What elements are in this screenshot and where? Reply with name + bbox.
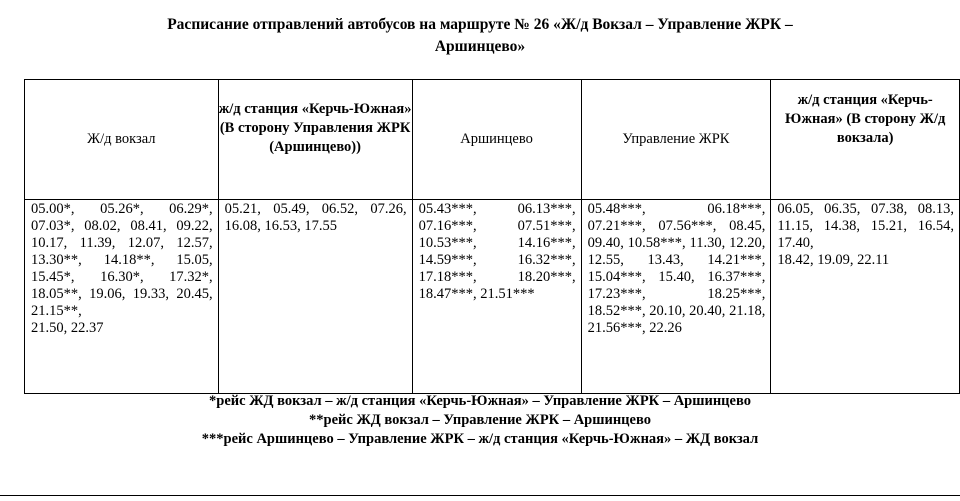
times-row bbox=[25, 200, 960, 394]
footnotes bbox=[40, 392, 920, 449]
title-line-2: Аршинцево» bbox=[434, 38, 526, 55]
header-row bbox=[25, 80, 960, 200]
times-text-last: 21.50, 22.37 bbox=[31, 320, 104, 336]
times-upravlenie-zhrk bbox=[581, 200, 771, 394]
footnote-1: *рейс ЖД вокзал – ж/д станция «Керчь-Южная» – Управление ЖРК – Аршинцево bbox=[209, 393, 751, 409]
times-zhd-vokzal bbox=[25, 200, 219, 394]
footnote-3: ***рейс Аршинцево – Управление ЖРК – ж/д станция «Керчь-Южная» – ЖД вокзал bbox=[201, 431, 759, 447]
times-text: 05.00*, 05.26*, 06.29*, 07.03*, 08.02, 08.41, 09.22, 10.17, 11.39, 12.07, 12.57, 13.30**, 14.18**, 15.05, 15.45*, 16.30*, 17.32*, 18.05**, 19.06, 19.33, 20.45, 21.15**, bbox=[31, 201, 213, 319]
times-kerch-yuzhnaya-to-zhrk bbox=[218, 200, 412, 394]
header-kerch-yuzhnaya-to-zhrk: ж/д станция «Керчь-Южная» (В сторону Управления ЖРК (Аршинцево)) bbox=[218, 80, 412, 200]
times-text-last: 16.08, 16.53, 17.55 bbox=[224, 218, 337, 234]
page-title bbox=[40, 14, 920, 58]
times-arshintsevo bbox=[412, 200, 581, 394]
bottom-divider bbox=[0, 495, 960, 496]
header-upravlenie-zhrk: Управление ЖРК bbox=[581, 80, 771, 200]
header-zhd-vokzal: Ж/д вокзал bbox=[25, 80, 219, 200]
times-kerch-yuzhnaya-to-vokzal bbox=[771, 200, 960, 394]
header-arshintsevo: Аршинцево bbox=[412, 80, 581, 200]
header-kerch-yuzhnaya-to-vokzal: ж/д станция «Керчь-Южная» (В сторону Ж/д вокзала) bbox=[771, 80, 960, 200]
times-text: 05.43***, 06.13***, 07.16***, 07.51***, 10.53***, 14.16***, 14.59***, 16.32***, 17.18***, 18.20***, bbox=[418, 201, 576, 285]
schedule-table bbox=[24, 79, 960, 394]
times-text-last: 18.47***, 21.51*** bbox=[418, 286, 535, 302]
times-text: 05.48***, 06.18***, 07.21***, 07.56***, 08.45, 09.40, 10.58***, 11.30, 12.20, 12.55, 13.43, 14.21***, 15.04***, 15.40, 16.37***, 17.23***, 18.25***, 18.52***, 20.10, 20.40, 21.18, bbox=[587, 201, 766, 319]
times-text: 06.05, 06.35, 07.38, 08.13, 11.15, 14.38, 15.21, 16.54, 17.40, bbox=[777, 201, 954, 251]
title-line-1: Расписание отправлений автобусов на маршруте № 26 «Ж/д Вокзал – Управление ЖРК – bbox=[167, 16, 793, 33]
times-text-last: 21.56***, 22.26 bbox=[587, 320, 682, 336]
footnote-2: **рейс ЖД вокзал – Управление ЖРК – Аршинцево bbox=[309, 412, 651, 428]
times-text: 05.21, 05.49, 06.52, 07.26, bbox=[224, 201, 407, 217]
times-text-last: 18.42, 19.09, 22.11 bbox=[777, 252, 890, 268]
